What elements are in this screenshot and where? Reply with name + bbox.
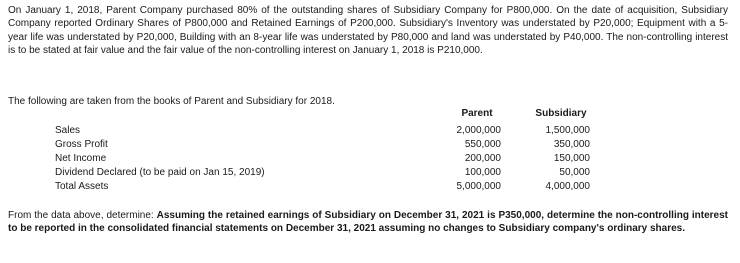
- problem-intro: On January 1, 2018, Parent Company purchased 80% of the outstanding shares of Subsidiary Company for P800,000. On the date of acquisition, Subsidiary Company reported Ordinary Shares of P800,000 and Retained Earnings of P200,000. Subsidiary's Inventory was understated by P20,000; Equipment with a 5-year life was understated by P20,000, Building with an 8-year life was understated by P80,000 and land was understated by P40,000. The non-controlling interest is to be stated at fair value and the fair value of the non-controlling interest on January 1, 2018 is P210,000.: [8, 5, 728, 57]
- cell-subsidiary-net-income: 150,000: [553, 153, 590, 164]
- question-bold: Assuming the retained earnings of Subsidiary on December 31, 2021 is P350,000, determine the non-controlling interest to be reported in the consolidated financial statements on December 31, 2021 assuming no changes to Subsidiary company's ordinary shares.: [8, 210, 729, 235]
- cell-parent-sales: 2,000,000: [456, 125, 501, 136]
- column-header-subsidiary: Subsidiary: [535, 108, 587, 119]
- cell-parent-dividend-declared: 100,000: [464, 167, 501, 178]
- cell-subsidiary-total-assets: 4,000,000: [545, 181, 590, 192]
- question-text: [8, 209, 728, 236]
- row-label-total-assets: Total Assets: [55, 181, 109, 192]
- cell-parent-total-assets: 5,000,000: [456, 181, 501, 192]
- row-label-gross-profit: Gross Profit: [55, 139, 108, 150]
- row-label-dividend-declared: Dividend Declared (to be paid on Jan 15, 2019): [55, 167, 265, 178]
- cell-parent-gross-profit: 550,000: [464, 139, 501, 150]
- row-label-sales: Sales: [55, 125, 81, 136]
- cell-subsidiary-gross-profit: 350,000: [553, 139, 590, 150]
- cell-parent-net-income: 200,000: [464, 153, 501, 164]
- cell-subsidiary-sales: 1,500,000: [545, 125, 590, 136]
- table-intro: The following are taken from the books of Parent and Subsidiary for 2018.: [8, 96, 335, 107]
- cell-subsidiary-dividend-declared: 50,000: [559, 167, 590, 178]
- question-prefix: From the data above, determine:: [8, 210, 157, 221]
- row-label-net-income: Net Income: [55, 153, 107, 164]
- column-header-parent: Parent: [461, 108, 493, 119]
